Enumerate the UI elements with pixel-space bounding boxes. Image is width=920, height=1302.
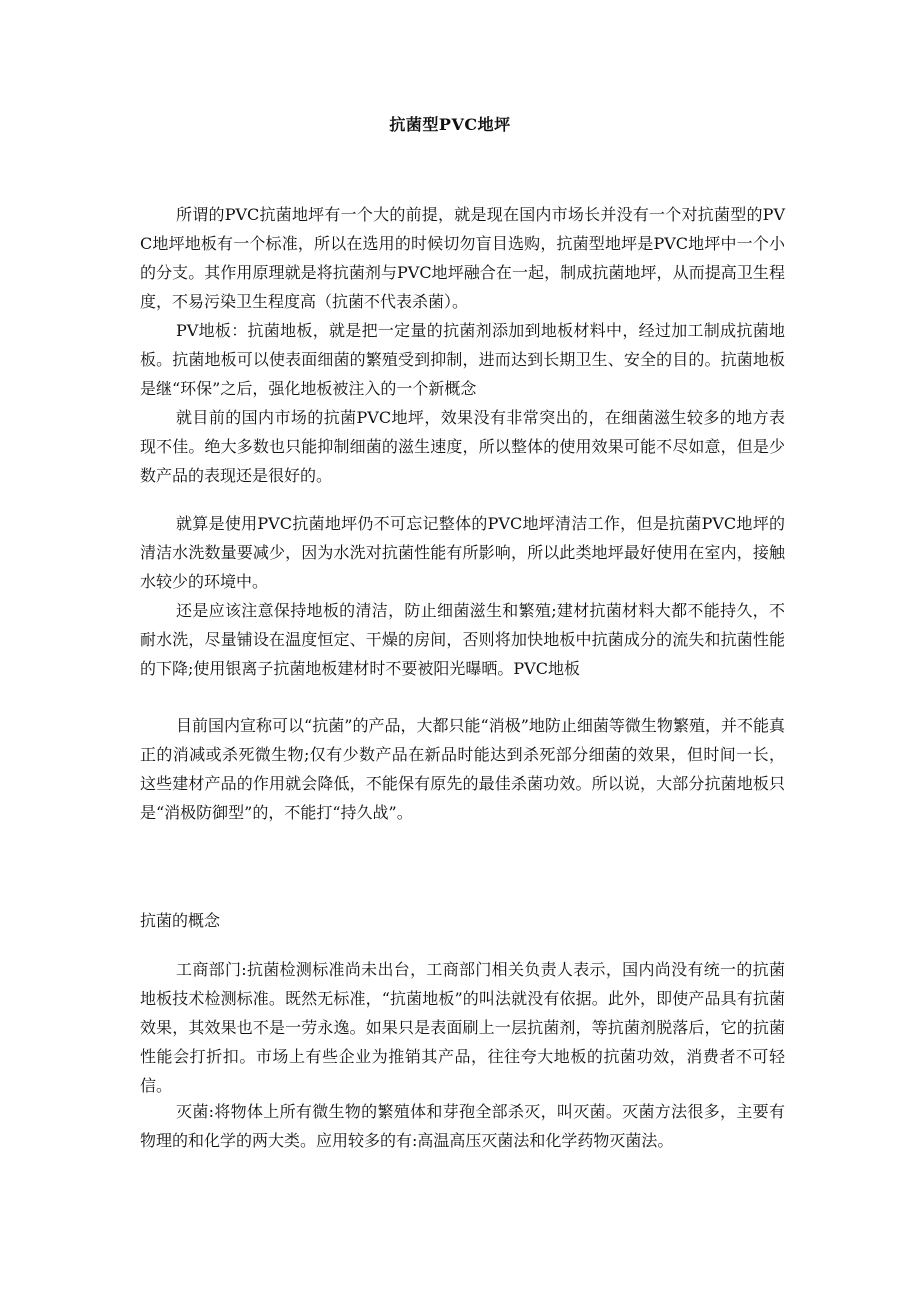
- paragraph-cleaning-advice: 就算是使用PVC抗菌地坪仍不可忘记整体的PVC地坪清洁工作，但是抗菌PVC地坪的清洁水洗数量要减少，因为水洗对抗菌性能有所影响，所以此类地坪最好使用在室内，接触水较少的环境中。: [140, 514, 785, 591]
- paragraph-market-effectiveness: 就目前的国内市场的抗菌PVC地坪，效果没有非常突出的，在细菌滋生较多的地方表现不佳。绝大多数也只能抑制细菌的滋生速度，所以整体的使用效果可能不尽如意，但是少数产品的表现还是很好的。: [140, 408, 785, 485]
- paragraph-sterilization-definition: 灭菌:将物体上所有微生物的繁殖体和芽孢全部杀灭，叫灭菌。灭菌方法很多，主要有物理的和化学的两大类。应用较多的有:高温高压灭菌法和化学药物灭菌法。: [140, 1102, 785, 1150]
- paragraph-passive-antibacterial-claims: 目前国内宣称可以“抗菌”的产品，大都只能“消极”地防止细菌等微生物繁殖，并不能真正的消减或杀死微生物;仅有少数产品在新品时能达到杀死部分细菌的效果，但时间一长，这些建材产品的作用就会降低，不能保有原先的最佳杀菌功效。所以说，大部分抗菌地板只是“消极防御型”的，不能打“持久战”。: [140, 716, 785, 822]
- paragraph-pvc-antibacterial-floor-premise: 所谓的PVC抗菌地坪有一个大的前提，就是现在国内市场长并没有一个对抗菌型的PVC地坪地板有一个标准，所以在选用的时候切勿盲目选购，抗菌型地坪是PVC地坪中一个小的分支。其作用原理就是将抗菌剂与PVC地坪融合在一起，制成抗菌地坪，从而提高卫生程度，不易污染卫生程度高（抗菌不代表杀菌）。: [140, 205, 785, 311]
- section-heading-antibacterial-concept: 抗菌的概念: [140, 911, 221, 930]
- paragraph-pv-floor-definition: PV地板：抗菌地板，就是把一定量的抗菌剂添加到地板材料中，经过加工制成抗菌地板。抗菌地板可以使表面细菌的繁殖受到抑制，进而达到长期卫生、安全的目的。抗菌地板是继“环保”之后，强化地板被注入的一个新概念: [140, 321, 785, 398]
- paragraph-commerce-department: 工商部门:抗菌检测标准尚未出台，工商部门相关负责人表示，国内尚没有统一的抗菌地板技术检测标准。既然无标准，“抗菌地板”的叫法就没有依据。此外，即使产品具有抗菌效果，其效果也不是一劳永逸。如果只是表面刷上一层抗菌剂，等抗菌剂脱落后，它的抗菌性能会打折扣。市场上有些企业为推销其产品，往往夸大地板的抗菌功效，消费者不可轻信。: [140, 960, 785, 1095]
- document-title: 抗菌型PVC地坪: [389, 115, 511, 134]
- paragraph-maintenance-advice: 还是应该注意保持地板的清洁，防止细菌滋生和繁殖;建材抗菌材料大都不能持久，不耐水洗，尽量铺设在温度恒定、干燥的房间，否则将加快地板中抗菌成分的流失和抗菌性能的下降;使用银离子抗菌地板建材时不要被阳光曝晒。PVC地板: [140, 601, 785, 678]
